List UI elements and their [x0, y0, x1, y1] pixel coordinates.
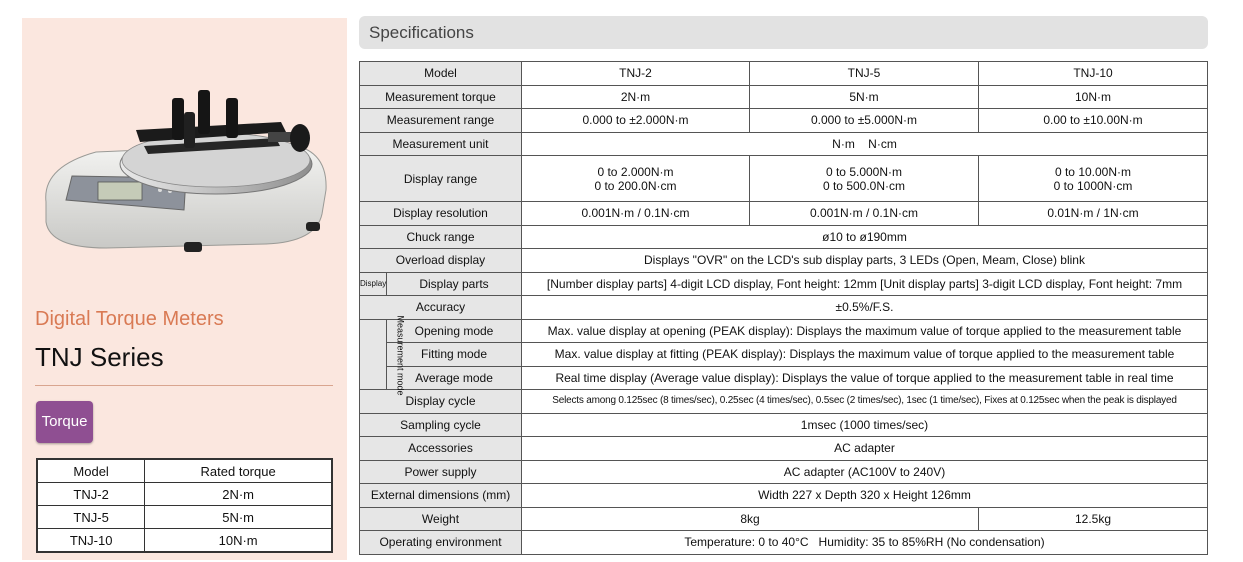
value-cell: AC adapter — [522, 437, 1208, 461]
spec-row-accessories — [360, 437, 1208, 461]
value-line: 0 to 2.000N·m — [597, 164, 674, 179]
spec-row-weight — [360, 507, 1208, 531]
specifications-header — [359, 16, 1208, 49]
value-cell: AC adapter (AC100V to 240V) — [522, 460, 1208, 484]
value-cell: N·m N·cm — [522, 132, 1208, 156]
row-label: Chuck range — [360, 225, 522, 249]
spec-row-measurement-torque — [360, 85, 1208, 109]
rated-torque-table — [36, 458, 333, 553]
spec-row-model — [360, 62, 1208, 86]
spec-row-operating-environment — [360, 531, 1208, 555]
row-label: Measurement torque — [360, 85, 522, 109]
table-row — [37, 506, 332, 529]
value-line: 0 to 500.0N·cm — [822, 178, 906, 193]
table-row — [37, 529, 332, 553]
value-cell: 0.000 to ±2.000N·m — [522, 109, 750, 133]
value-cell: 12.5kg — [979, 507, 1208, 531]
measurement-mode-label: Measurement mode — [395, 315, 406, 396]
model-cell: TNJ-2 — [37, 483, 145, 506]
value-cell: 2N·m — [522, 85, 750, 109]
row-label: Display parts — [387, 272, 522, 296]
value-cell — [522, 156, 750, 202]
value-line: 0 to 10.00N·m — [1054, 164, 1132, 179]
spec-row-accuracy — [360, 296, 1208, 320]
row-label: Accessories — [360, 437, 522, 461]
value-cell: 0.001N·m / 0.1N·cm — [750, 202, 979, 226]
series-title: TNJ Series — [35, 342, 164, 372]
value-cell — [750, 156, 979, 202]
column-header-rated-torque: Rated torque — [145, 459, 332, 483]
row-label: Overload display — [360, 249, 522, 273]
row-label: Measurement unit — [360, 132, 522, 156]
model-cell: TNJ-10 — [37, 529, 145, 553]
value-cell — [979, 156, 1208, 202]
value-cell: Temperature: 0 to 40°C Humidity: 35 to 85%RH (No condensation) — [522, 531, 1208, 555]
model-header-cell: TNJ-5 — [750, 62, 979, 86]
spec-row-average-mode — [360, 366, 1208, 390]
value-cell: 10N·m — [979, 85, 1208, 109]
row-label: External dimensions (mm) — [360, 484, 522, 508]
row-label: Accuracy — [360, 296, 522, 320]
value-cell: 8kg — [522, 507, 979, 531]
spec-row-display-parts — [360, 272, 1208, 296]
value-cell: ±0.5%/F.S. — [522, 296, 1208, 320]
value-cell: Max. value display at fitting (PEAK display): Displays the maximum value of torque applied to the measurement table — [522, 343, 1208, 367]
spec-row-measurement-range — [360, 109, 1208, 133]
spec-row-power-supply — [360, 460, 1208, 484]
rated-torque-cell: 2N·m — [145, 483, 332, 506]
spec-row-sampling-cycle — [360, 413, 1208, 437]
row-label: Display range — [360, 156, 522, 202]
value-cell: 1msec (1000 times/sec) — [522, 413, 1208, 437]
spec-row-display-resolution — [360, 202, 1208, 226]
column-header-model: Model — [37, 459, 145, 483]
spec-row-measurement-unit — [360, 132, 1208, 156]
category-title: Digital Torque Meters — [35, 308, 224, 330]
row-label: Sampling cycle — [360, 413, 522, 437]
value-cell: Max. value display at opening (PEAK display): Displays the maximum value of torque applied to the measurement table — [522, 319, 1208, 343]
row-label: Average mode — [387, 366, 522, 390]
table-header-row — [37, 459, 332, 483]
specifications-table — [359, 61, 1208, 555]
value-cell: Real time display (Average value display): Displays the value of torque applied to the measurement table in real time — [522, 366, 1208, 390]
value-cell: Width 227 x Depth 320 x Height 126mm — [522, 484, 1208, 508]
torque-meter-product-image — [36, 72, 336, 282]
product-panel — [22, 18, 347, 560]
value-cell: ø10 to ø190mm — [522, 225, 1208, 249]
model-cell: TNJ-5 — [37, 506, 145, 529]
row-label: Fitting mode — [387, 343, 522, 367]
value-cell: 0.000 to ±5.000N·m — [750, 109, 979, 133]
row-label: Opening mode — [387, 319, 522, 343]
spec-row-display-range — [360, 156, 1208, 202]
value-cell: Displays "OVR" on the LCD's sub display parts, 3 LEDs (Open, Meam, Close) blink — [522, 249, 1208, 273]
value-line: 0 to 1000N·cm — [1053, 178, 1133, 193]
group-label-measurement-mode — [360, 315, 406, 396]
spec-row-fitting-mode — [360, 343, 1208, 367]
spec-row-overload-display — [360, 249, 1208, 273]
model-header-cell: TNJ-2 — [522, 62, 750, 86]
row-label: Weight — [360, 507, 522, 531]
row-label: Operating environment — [360, 531, 522, 555]
row-label: Power supply — [360, 460, 522, 484]
specifications-title: Specifications — [369, 23, 474, 42]
value-line: 0 to 200.0N·cm — [594, 178, 677, 193]
model-header-cell: TNJ-10 — [979, 62, 1208, 86]
value-cell: 0.001N·m / 0.1N·cm — [522, 202, 750, 226]
row-label: Measurement range — [360, 109, 522, 133]
spec-row-display-cycle — [360, 390, 1208, 414]
row-label: Display resolution — [360, 202, 522, 226]
value-cell: 5N·m — [750, 85, 979, 109]
value-cell: Selects among 0.125sec (8 times/sec), 0.25sec (4 times/sec), 0.5sec (2 times/sec), 1sec (1 time/sec), Fixes at 0.125sec when the peak is displayed — [522, 390, 1208, 414]
group-label-display: Display — [360, 272, 387, 296]
divider — [35, 385, 333, 386]
spec-row-external-dimensions — [360, 484, 1208, 508]
rated-torque-cell: 5N·m — [145, 506, 332, 529]
row-label: Model — [360, 62, 522, 86]
value-cell: 0.01N·m / 1N·cm — [979, 202, 1208, 226]
row-label: Display cycle — [360, 390, 522, 414]
spec-row-chuck-range — [360, 225, 1208, 249]
value-cell: [Number display parts] 4-digit LCD display, Font height: 12mm [Unit display parts] 3-digit LCD display, Font height: 7mm — [522, 272, 1208, 296]
value-line: 0 to 5.000N·m — [825, 164, 903, 179]
torque-category-badge: Torque — [36, 401, 93, 443]
rated-torque-cell: 10N·m — [145, 529, 332, 553]
value-cell: 0.00 to ±10.00N·m — [979, 109, 1208, 133]
table-row — [37, 483, 332, 506]
spec-row-opening-mode — [360, 319, 1208, 343]
